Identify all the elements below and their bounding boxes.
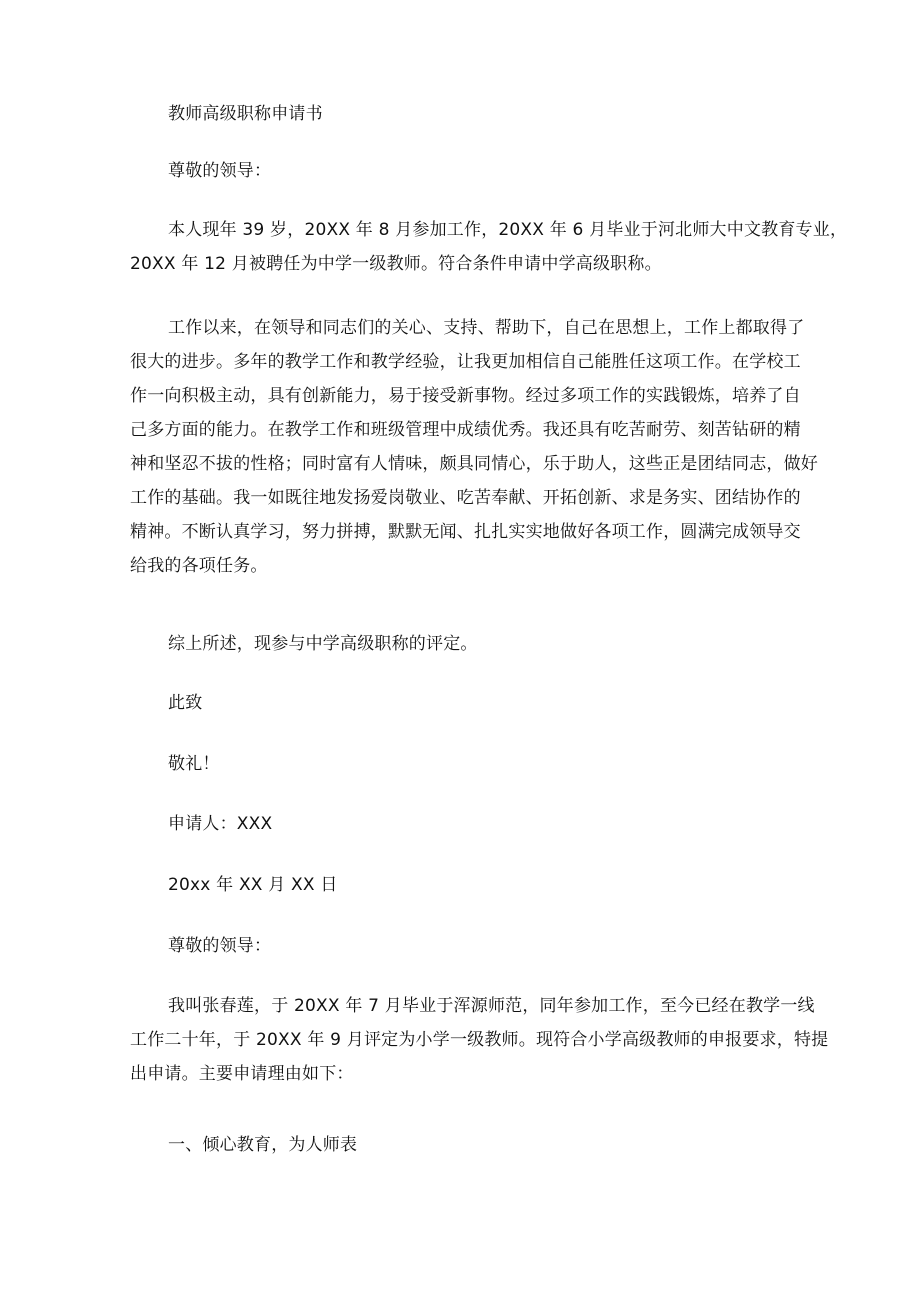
date-line: 20xx 年 XX 月 XX 日	[168, 875, 338, 895]
paragraph-line: 我叫张春莲，于 20XX 年 7 月毕业于浑源师范，同年参加工作，至今已经在教学一线	[168, 996, 815, 1016]
closing-line: 此致	[168, 693, 203, 713]
paragraph-line: 精神。不断认真学习，努力拼搏，默默无闻、扎扎实实地做好各项工作，圆满完成领导交	[130, 522, 801, 542]
document-title: 教师高级职称申请书	[168, 104, 323, 124]
paragraph-line: 工作的基础。我一如既往地发扬爱岗敬业、吃苦奉献、开拓创新、求是务实、团结协作的	[130, 488, 801, 508]
applicant-signature: 申请人：XXX	[168, 814, 273, 834]
paragraph-work	[130, 316, 818, 588]
salutation: 尊敬的领导：	[168, 161, 272, 181]
paragraph-line: 神和坚忍不拔的性格；同时富有人情味，颇具同情心，乐于助人，这些正是团结同志，做好	[130, 454, 818, 474]
closing-salute: 敬礼！	[168, 754, 220, 774]
paragraph-second-intro	[130, 994, 829, 1096]
paragraph-line: 本人现年 39 岁，20XX 年 8 月参加工作，20XX 年 6 月毕业于河北师大中文教育专业，	[168, 220, 848, 240]
paragraph-line: 出申请。主要申请理由如下：	[130, 1064, 354, 1084]
paragraph-line: 己多方面的能力。在教学工作和班级管理中成绩优秀。我还具有吃苦耐劳、刻苦钻研的精	[130, 420, 801, 440]
paragraph-line: 工作二十年，于 20XX 年 9 月评定为小学一级教师。现符合小学高级教师的申报要求，特提	[130, 1030, 829, 1050]
paragraph-line: 给我的各项任务。	[130, 556, 268, 576]
section-heading: 一、倾心教育，为人师表	[168, 1135, 358, 1155]
paragraph-line: 工作以来，在领导和同志们的关心、支持、帮助下，自己在思想上，工作上都取得了	[168, 318, 805, 338]
paragraph-intro	[130, 218, 848, 286]
paragraph-line: 很大的进步。多年的教学工作和教学经验，让我更加相信自己能胜任这项工作。在学校工	[130, 352, 801, 372]
conclusion: 综上所述，现参与中学高级职称的评定。	[168, 634, 478, 654]
salutation-second: 尊敬的领导：	[168, 936, 272, 956]
paragraph-line: 作一向积极主动，具有创新能力，易于接受新事物。经过多项工作的实践锻炼，培养了自	[130, 386, 801, 406]
paragraph-line: 20XX 年 12 月被聘任为中学一级教师。符合条件申请中学高级职称。	[130, 254, 662, 274]
